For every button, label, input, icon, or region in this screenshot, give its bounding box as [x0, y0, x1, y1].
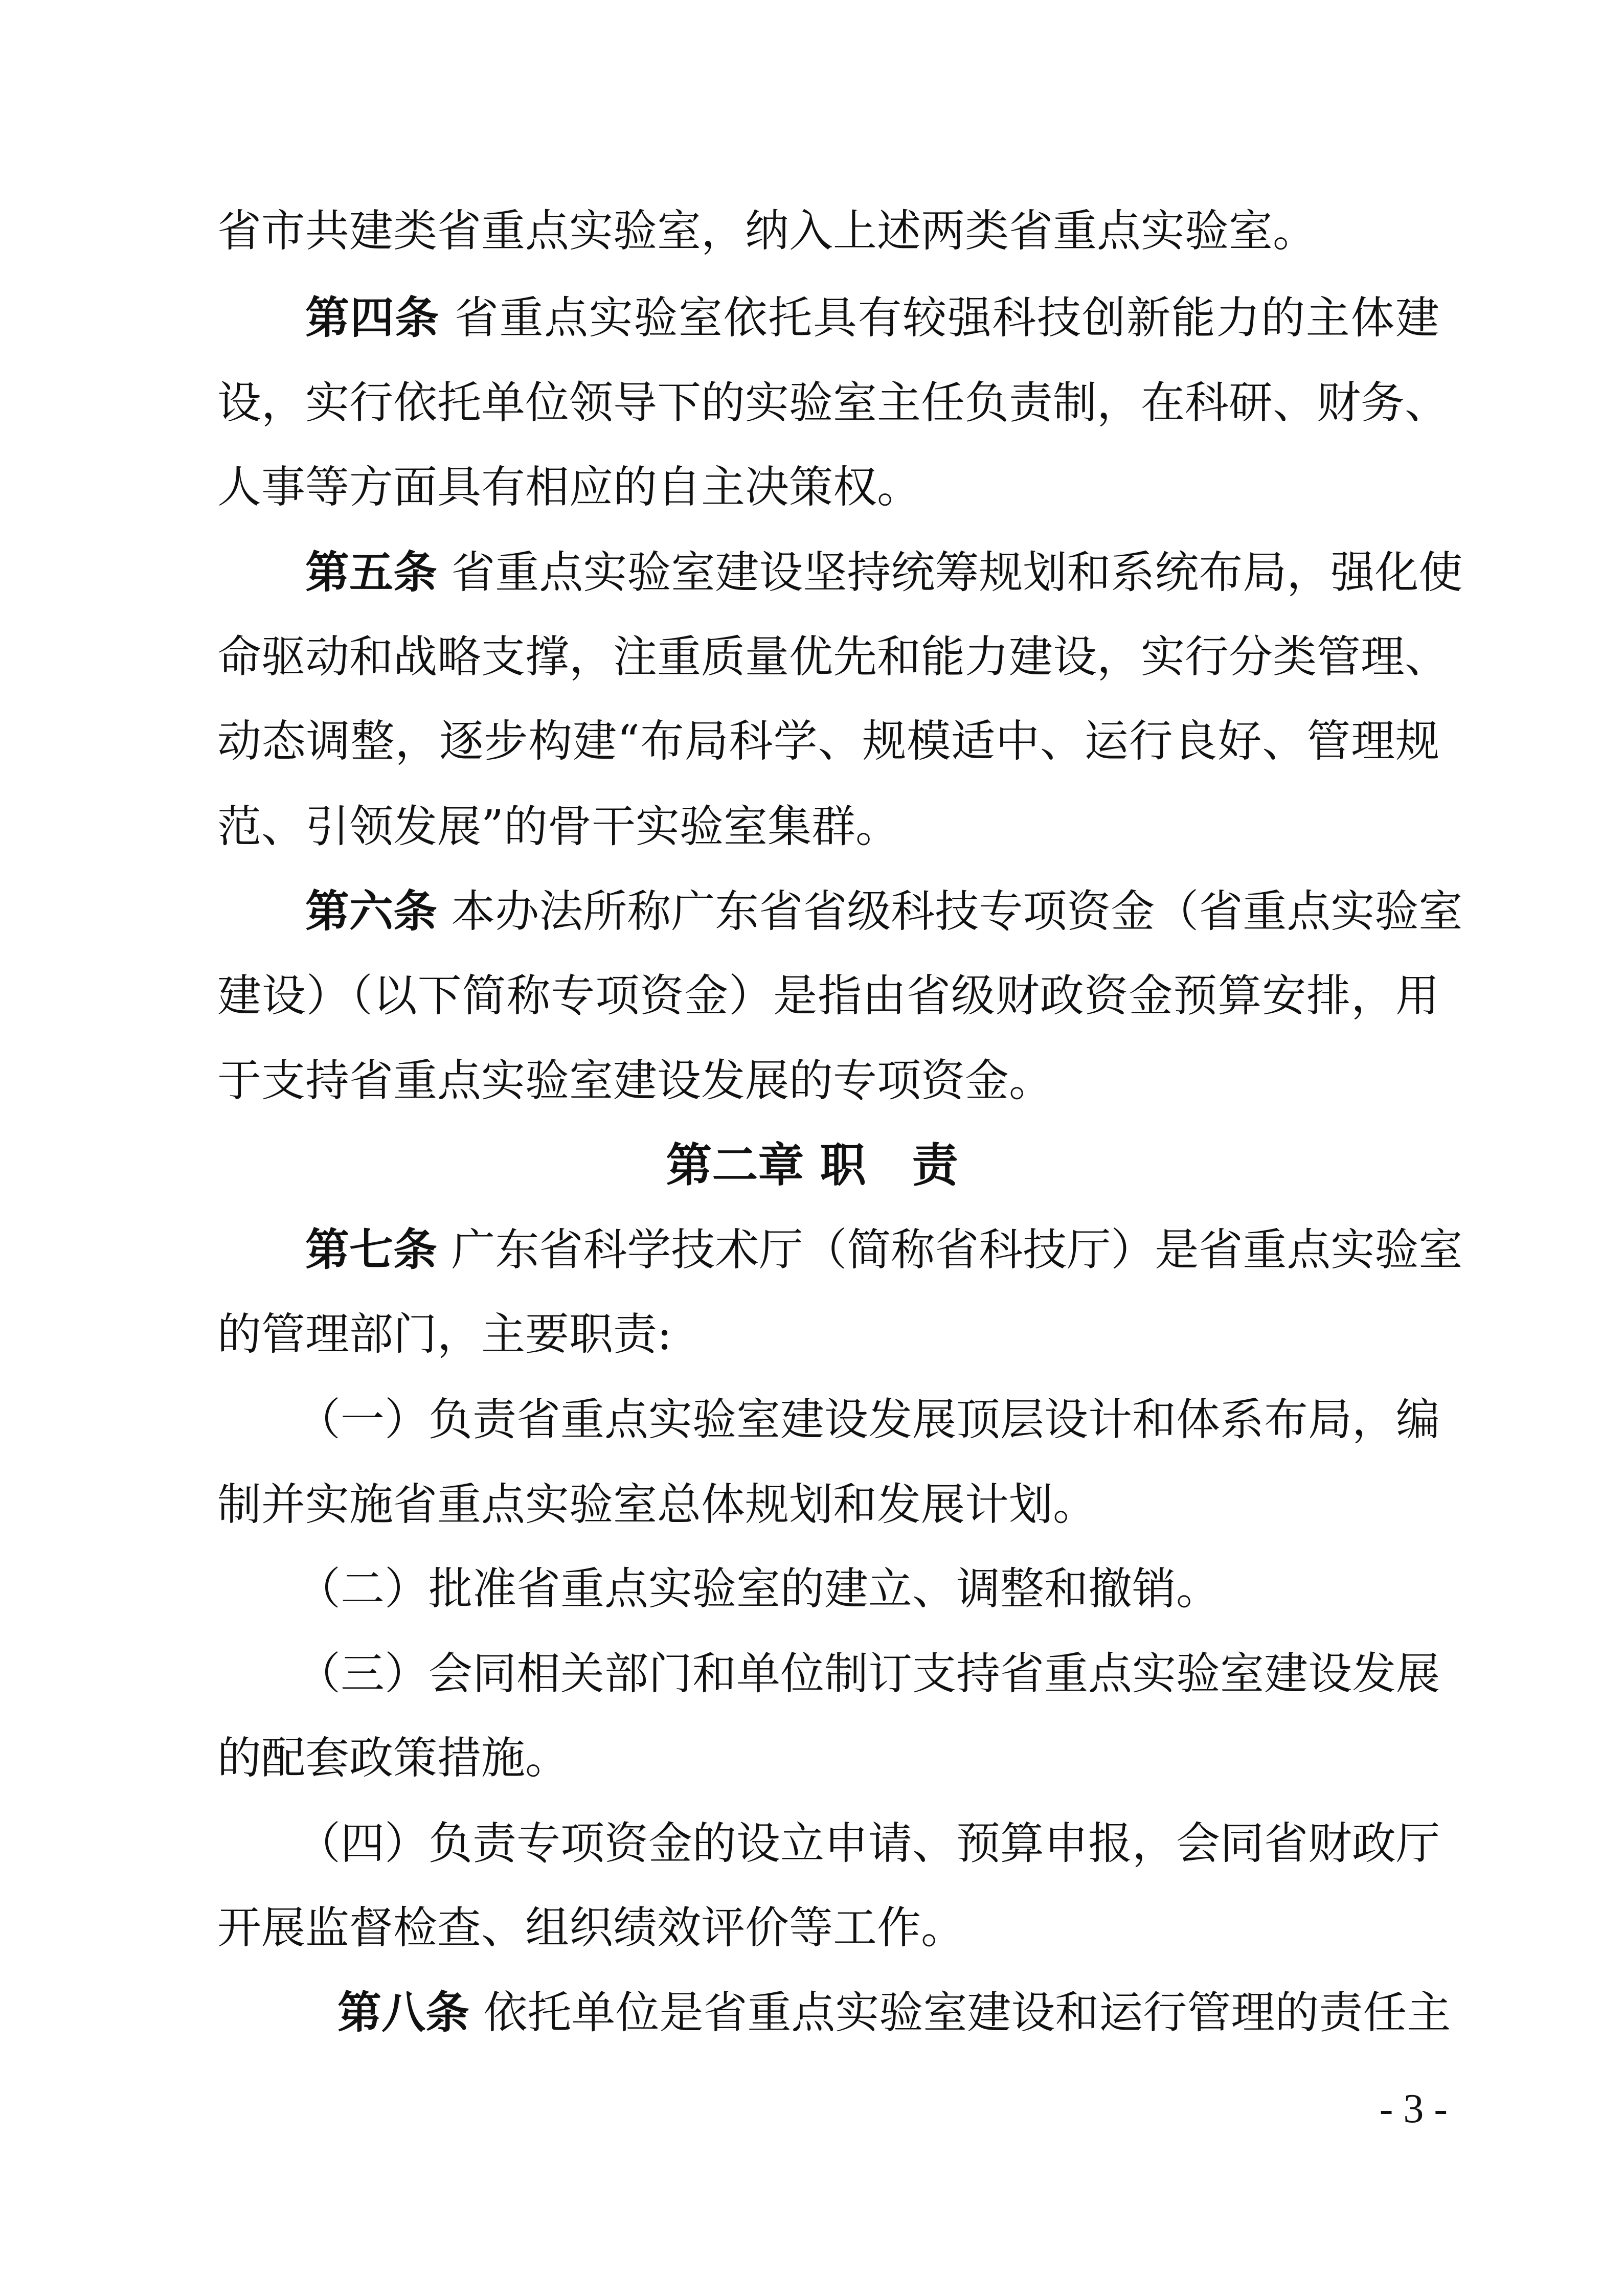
line-text: 的管理部门，主要职责: [217, 1309, 672, 1360]
article-4-line-1 [305, 277, 1439, 359]
article-8-label: 第八条 [337, 1987, 469, 2038]
article-5-label: 第五条 [305, 547, 437, 598]
line-text: （三）会同相关部门和单位制订支持省重点实验室建设发展 [297, 1648, 1440, 1699]
line-text: 依托单位是省重点实验室建设和运行管理的责任主 [469, 1987, 1451, 2038]
item-1-line-1 [297, 1379, 1439, 1461]
article-5-line-3 [217, 700, 1439, 782]
line-text: 设，实行依托单位领导下的实验室主任负责制，在科研、财务、 [217, 377, 1449, 428]
article-6-line-2 [217, 955, 1439, 1037]
line-text: 命驱动和战略支撑，注重质量优先和能力建设，实行分类管理、 [217, 631, 1449, 683]
line-text: （一）负责省重点实验室建设发展顶层设计和体系布局，编 [297, 1394, 1440, 1445]
article-7-label: 第七条 [305, 1224, 437, 1276]
line-text: （二）批准省重点实验室的建立、调整和撤销。 [297, 1563, 1220, 1615]
line-text: 本办法所称广东省省级科技专项资金（省重点实验室 [437, 886, 1463, 937]
article-8-line-1 [337, 1972, 1451, 2054]
chapter-heading: 第二章 职 责 [666, 1139, 958, 1192]
line-text: 的配套政策措施。 [217, 1733, 569, 1784]
article-5-line-4 [217, 786, 1439, 868]
page-number: - 3 - [1379, 2086, 1448, 2131]
article-6-line-1 [305, 871, 1463, 952]
line-text: 省重点实验室建设坚持统筹规划和系统布局，强化使 [437, 547, 1463, 598]
article-4-line-2 [217, 362, 1449, 444]
article-5-line-2 [217, 616, 1449, 698]
line-text: 动态调整，逐步构建“布局科学、规模适中、运行良好、管理规 [217, 716, 1439, 767]
line-text: 人事等方面具有相应的自主决策权。 [217, 462, 921, 513]
line-text: 制并实施省重点实验室总体规划和发展计划。 [217, 1479, 1097, 1530]
item-1-line-2 [217, 1464, 1439, 1545]
article-4-line-3 [217, 446, 1439, 528]
article-4-label: 第四条 [305, 292, 440, 344]
item-3-line-2 [217, 1717, 1439, 1799]
item-3-line-1 [297, 1633, 1439, 1715]
article-6-label: 第六条 [305, 886, 437, 937]
line-text: 广东省科学技术厅（简称省科技厅）是省重点实验室 [437, 1224, 1463, 1276]
line-text: 建设）（以下简称专项资金）是指由省级财政资金预算安排，用 [217, 970, 1439, 1021]
item-4-line-2 [217, 1887, 1439, 1969]
text-line-1 [217, 190, 1439, 272]
article-6-line-3 [217, 1040, 1439, 1122]
line-text: 开展监督检查、组织绩效评价等工作。 [217, 1902, 965, 1953]
line-text: 于支持省重点实验室建设发展的专项资金。 [217, 1055, 1053, 1106]
article-5-line-1 [305, 532, 1463, 613]
item-4-line-1 [297, 1803, 1439, 1884]
line-text: 省市共建类省重点实验室，纳入上述两类省重点实验室。 [217, 206, 1317, 257]
line-text: （四）负责专项资金的设立申请、预算申报，会同省财政厅 [297, 1818, 1440, 1869]
article-7-line-2 [217, 1293, 1439, 1375]
item-2-line-1 [297, 1548, 1439, 1630]
article-7-line-1 [305, 1209, 1463, 1291]
line-text: 省重点实验室依托具有较强科技创新能力的主体建 [439, 292, 1440, 344]
line-text: 范、引领发展”的骨干实验室集群。 [217, 801, 899, 852]
